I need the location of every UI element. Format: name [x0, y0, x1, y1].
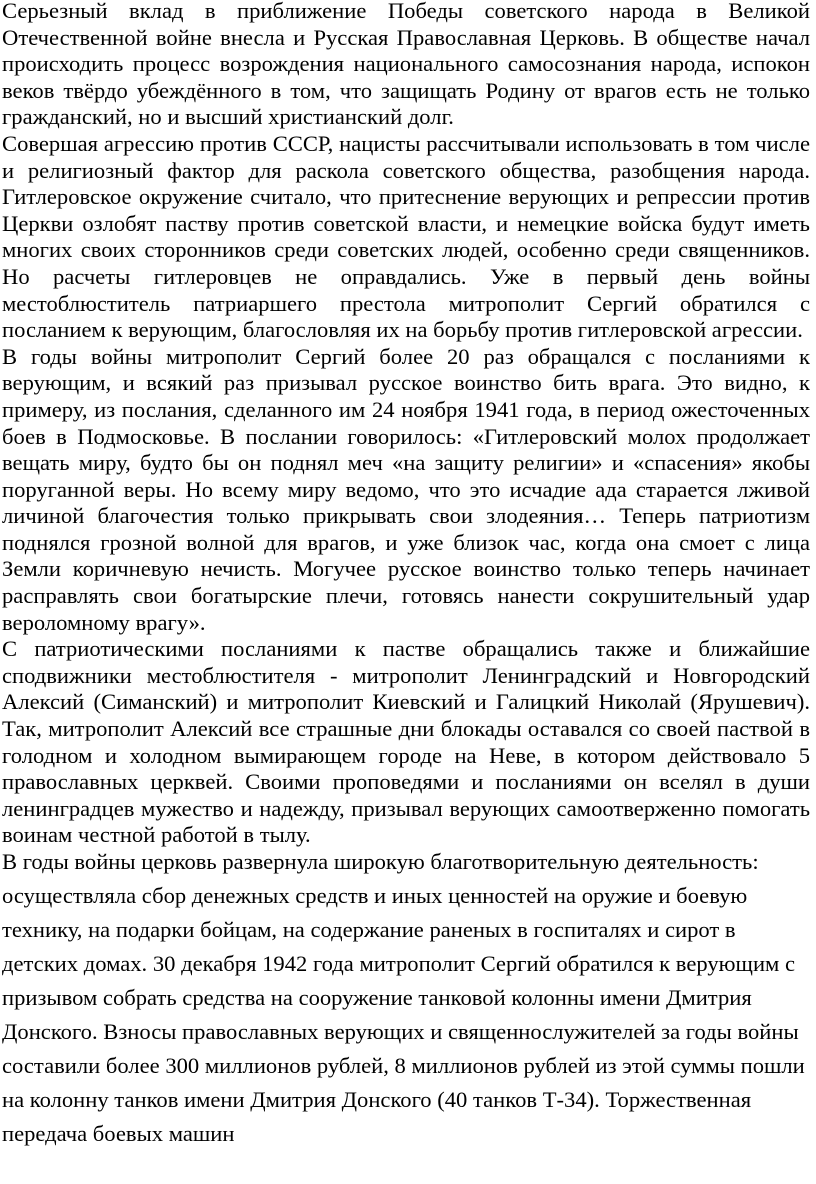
paragraph-4: С патриотическими посланиями к пастве обращались также и ближайшие сподвижники местоблюстителя - митрополит Ленинградский и Новгородский Алексий (Симанский) и митрополит Киевский и Галицкий Николай (Ярушевич). Так, митрополит Алексий все страшные дни блокады оставался со своей паствой в голодном и холодном вымирающем городе на Неве, в котором действовало 5 православных церквей. Своими проповедями и посланиями он вселял в души ленинградцев мужество и надежду, призывал верующих самоотверженно помогать воинам честной работой в тылу. — [2, 636, 810, 848]
paragraph-3: В годы войны митрополит Сергий более 20 раз обращался с посланиями к верующим, и всякий раз призывал русское воинство бить врага. Это видно, к примеру, из послания, сделанного им 24 ноября 1941 года, в период ожесточенных боев в Подмосковье. В послании говорилось: «Гитлеровский молох продолжает вещать миру, будто бы он поднял меч «на защиту религии» и «спасения» якобы поруганной веры. Но всему миру ведомо, что это исчадие ада старается лживой личиной благочестия только прикрывать свои злодеяния… Теперь патриотизм поднялся грозной волной для врагов, и уже близок час, когда она смоет с лица Земли коричневую нечисть. Могучее русское воинство только теперь начинает расправлять свои богатырские плечи, готовясь нанести сокрушительный удар вероломному врагу». — [2, 343, 810, 635]
paragraph-5: В годы войны церковь развернула широкую благотворительную деятельность: осуществляла сбор денежных средств и иных ценностей на оружие и боевую технику, на подарки бойцам, на содержание раненых в госпиталях и сирот в детских домах. 30 декабря 1942 года митрополит Сергий обратился к верующим с призывом собрать средства на сооружение танковой колонны имени Дмитрия Донского. Взносы православных верующих и священнослужителей за годы войны составили более 300 миллионов рублей, 8 миллионов рублей из этой суммы пошли на колонну танков имени Дмитрия Донского (40 танков Т-34). Торжественная передача боевых машин — [2, 849, 805, 1146]
paragraph-2: Совершая агрессию против СССР, нацисты рассчитывали использовать в том числе и религиозный фактор для раскола советского общества, разобщения народа. Гитлеровское окружение считало, что притеснение верующих и репрессии против Церкви озлобят паству против советской власти, и немецкие войска будут иметь многих своих сторонников среди советских людей, особенно среди священников. Но расчеты гитлеровцев не оправдались. Уже в первый день войны местоблюститель патриаршего престола митрополит Сергий обратился с посланием к верующим, благословляя их на борьбу против гитлеровской агрессии. — [2, 130, 810, 343]
paragraph-1: Серьезный вклад в приближение Победы советского народа в Великой Отечественной войне внесла и Русская Православная Церковь. В обществе начал происходить процесс возрождения национального самосознания народа, испокон веков твёрдо убеждённого в том, что защищать Родину от врагов есть не только гражданский, но и высший христианский долг. — [2, 0, 810, 130]
